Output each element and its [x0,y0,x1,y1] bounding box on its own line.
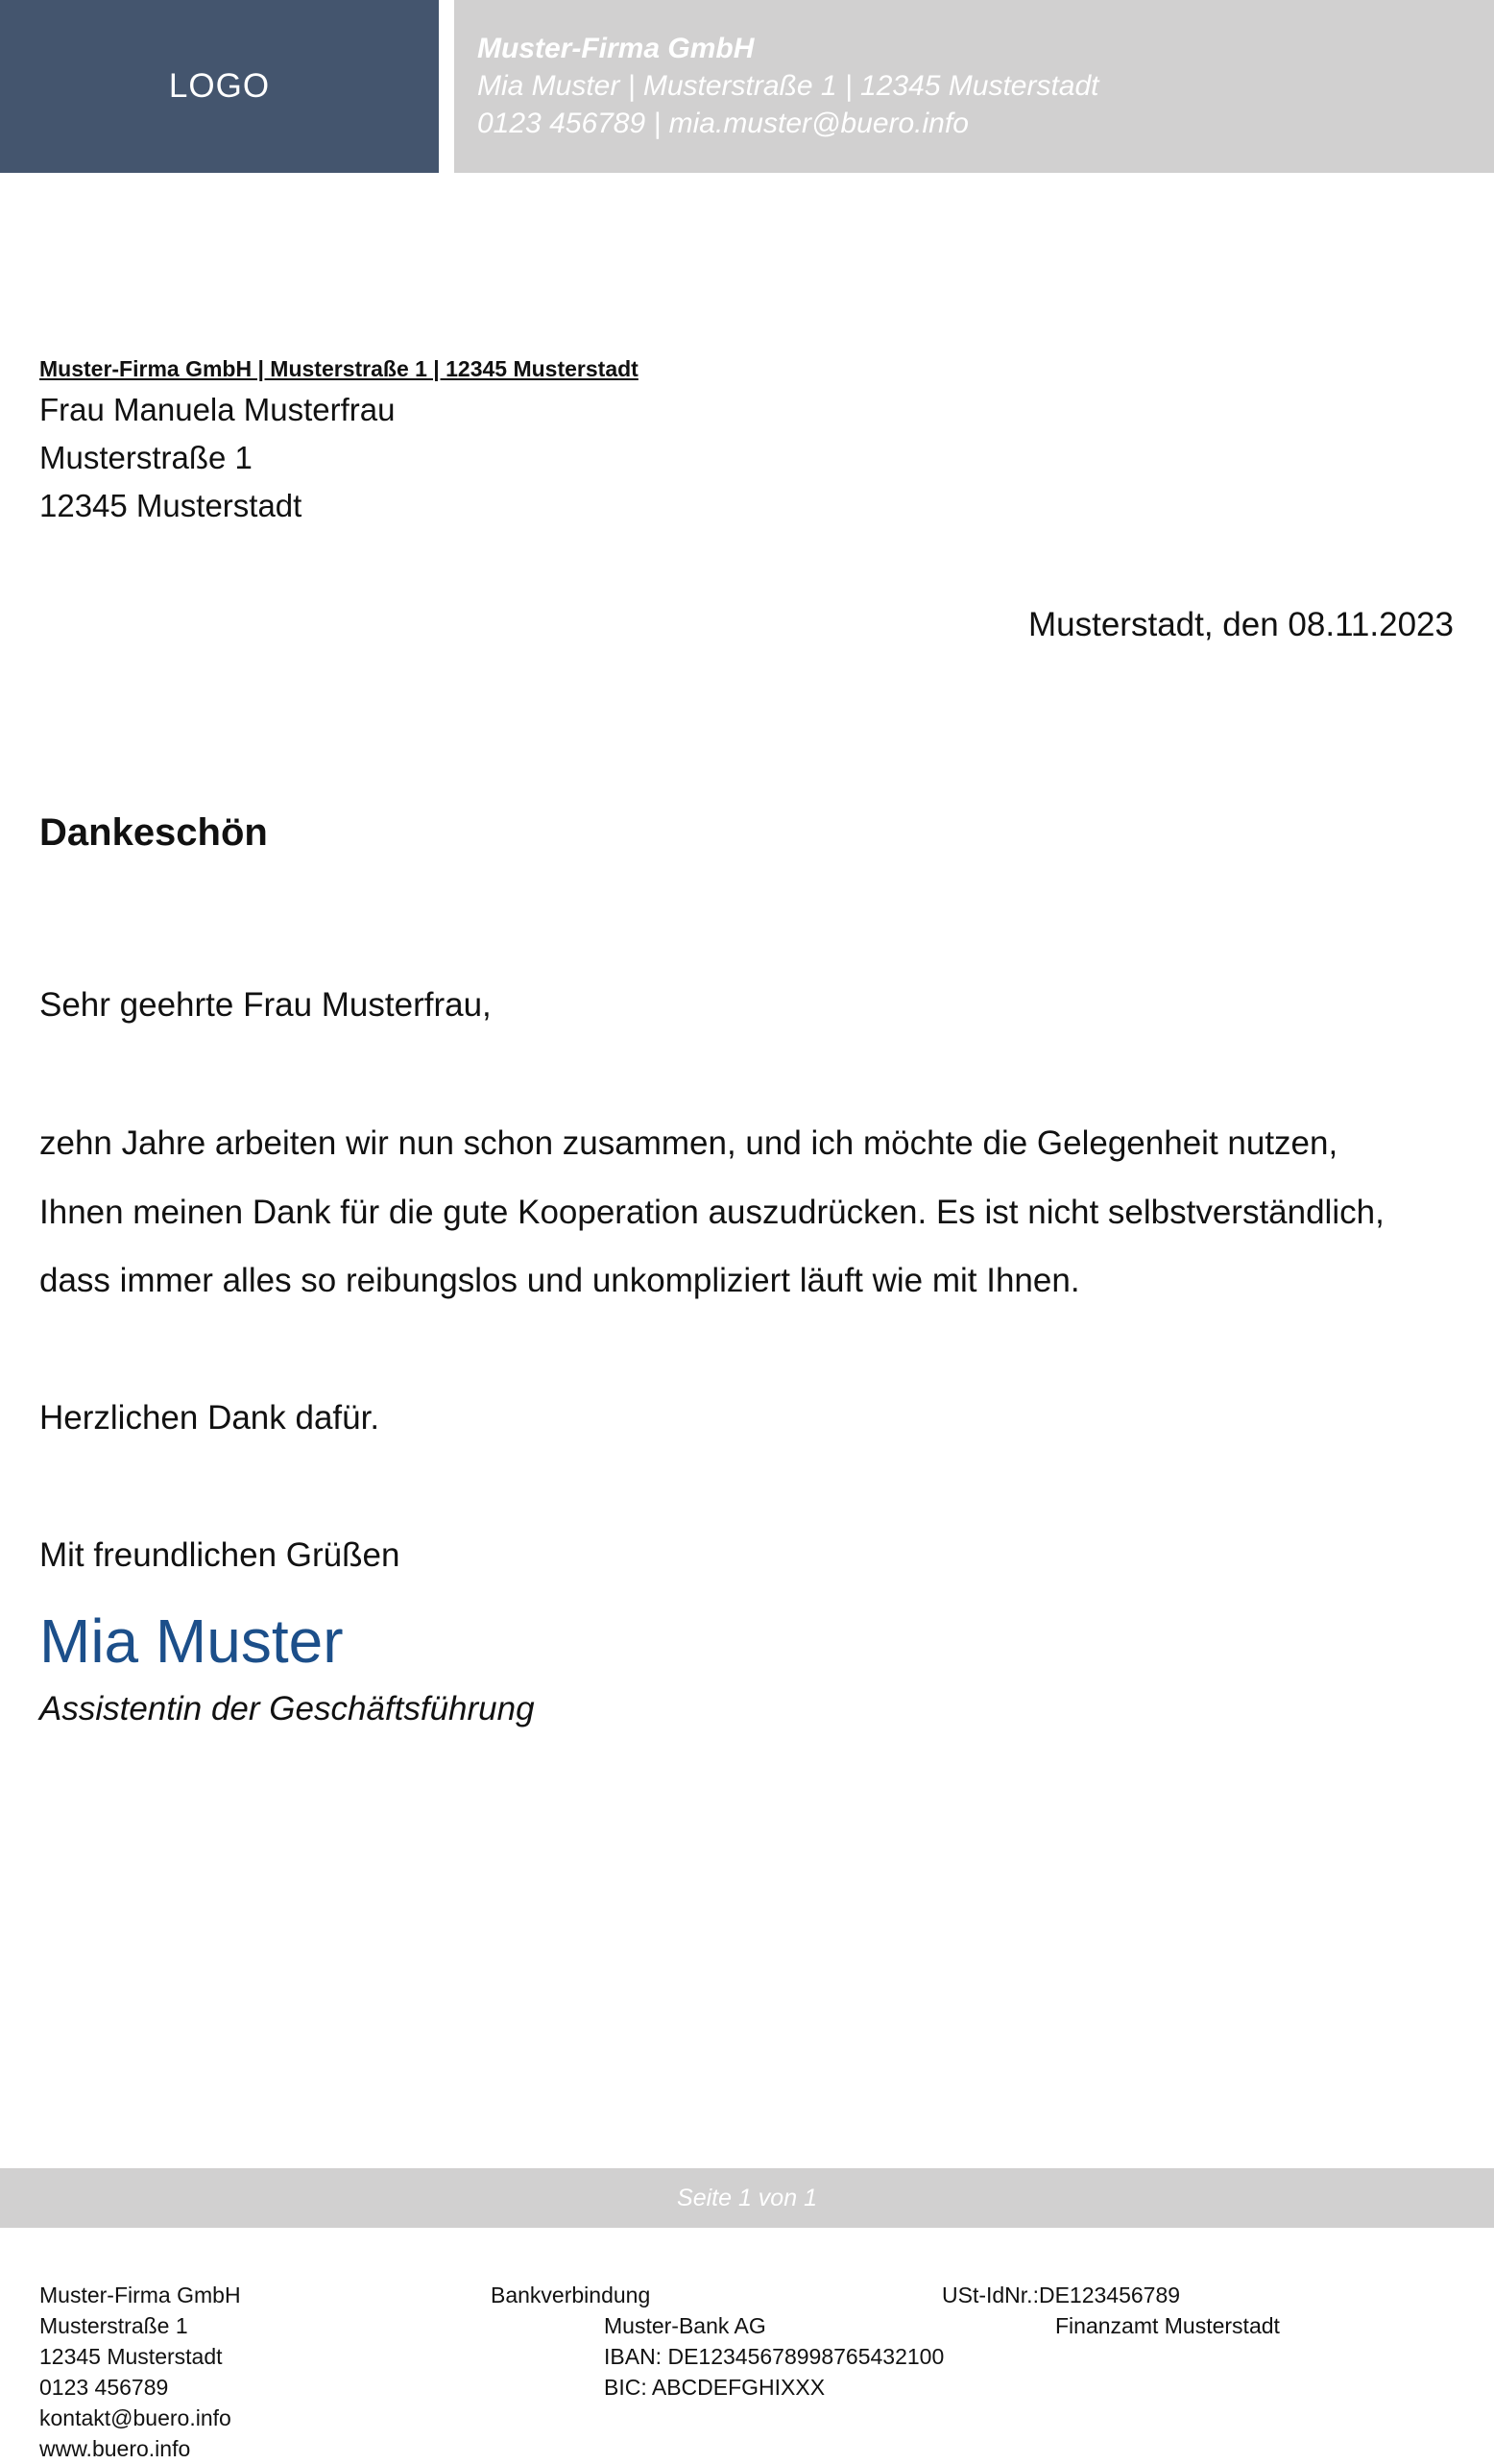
page-number-bar [0,2168,1494,2228]
footer-bank-line: IBAN: DE12345678998765432100 [604,2344,945,2369]
footer-company-line: 0123 456789 [39,2375,169,2400]
letterhead-company-name: Muster-Firma GmbH [477,33,755,64]
footer-company-block [39,2280,241,2464]
footer-bank-heading [491,2280,650,2310]
footer-tax-office: Finanzamt Musterstadt [1055,2313,1280,2338]
signature-role: Assistentin der Geschäftsführung [39,1690,535,1727]
letterhead-contact: 0123 456789 | mia.muster@buero.info [477,108,969,139]
footer-company-line: Muster-Firma GmbH [39,2283,241,2307]
letter-subject: Dankeschön [39,811,268,854]
body-line: zehn Jahre arbeiten wir nun schon zusammen, und ich möchte die Gelegenheit nutzen, [39,1124,1338,1162]
footer-company-line: kontakt@buero.info [39,2405,231,2430]
footer-bank-title: Bankverbindung [491,2283,651,2307]
footer-tax-block [1055,2310,1280,2341]
body-line: Ihnen meinen Dank für die gute Kooperation auszudrücken. Es ist nicht selbstverständlich, [39,1194,1385,1231]
signature-name: Mia Muster [39,1606,344,1676]
footer-vat-block [942,2280,1180,2310]
closing-line: Mit freundlichen Grüßen [39,1536,400,1574]
recipient-city: 12345 Musterstadt [39,488,302,523]
body-line: dass immer alles so reibungslos und unkompliziert läuft wie mit Ihnen. [39,1262,1080,1299]
footer-company-line: Musterstraße 1 [39,2313,188,2338]
salutation: Sehr geehrte Frau Musterfrau, [39,986,492,1024]
letter-date: Musterstadt, den 08.11.2023 [1028,606,1454,643]
recipient-name: Frau Manuela Musterfrau [39,392,396,427]
recipient-street: Musterstraße 1 [39,440,253,475]
footer-bank-line: BIC: ABCDEFGHIXXX [604,2375,826,2400]
return-address-line: Muster-Firma GmbH | Musterstraße 1 | 12345 Musterstadt [39,356,639,381]
footer-company-line: www.buero.info [39,2436,191,2461]
letterhead-address: Mia Muster | Musterstraße 1 | 12345 Musterstadt [477,70,1099,102]
footer-company-line: 12345 Musterstadt [39,2344,223,2369]
thanks-line: Herzlichen Dank dafür. [39,1399,380,1437]
logo-placeholder [0,0,439,173]
footer-bank-block [604,2310,944,2403]
footer-vat-id: USt-IdNr.:DE123456789 [942,2283,1181,2307]
logo-text: LOGO [168,67,271,105]
letterhead [454,0,1494,173]
page-number: Seite 1 von 1 [677,2184,817,2211]
footer-bank-line: Muster-Bank AG [604,2313,766,2338]
